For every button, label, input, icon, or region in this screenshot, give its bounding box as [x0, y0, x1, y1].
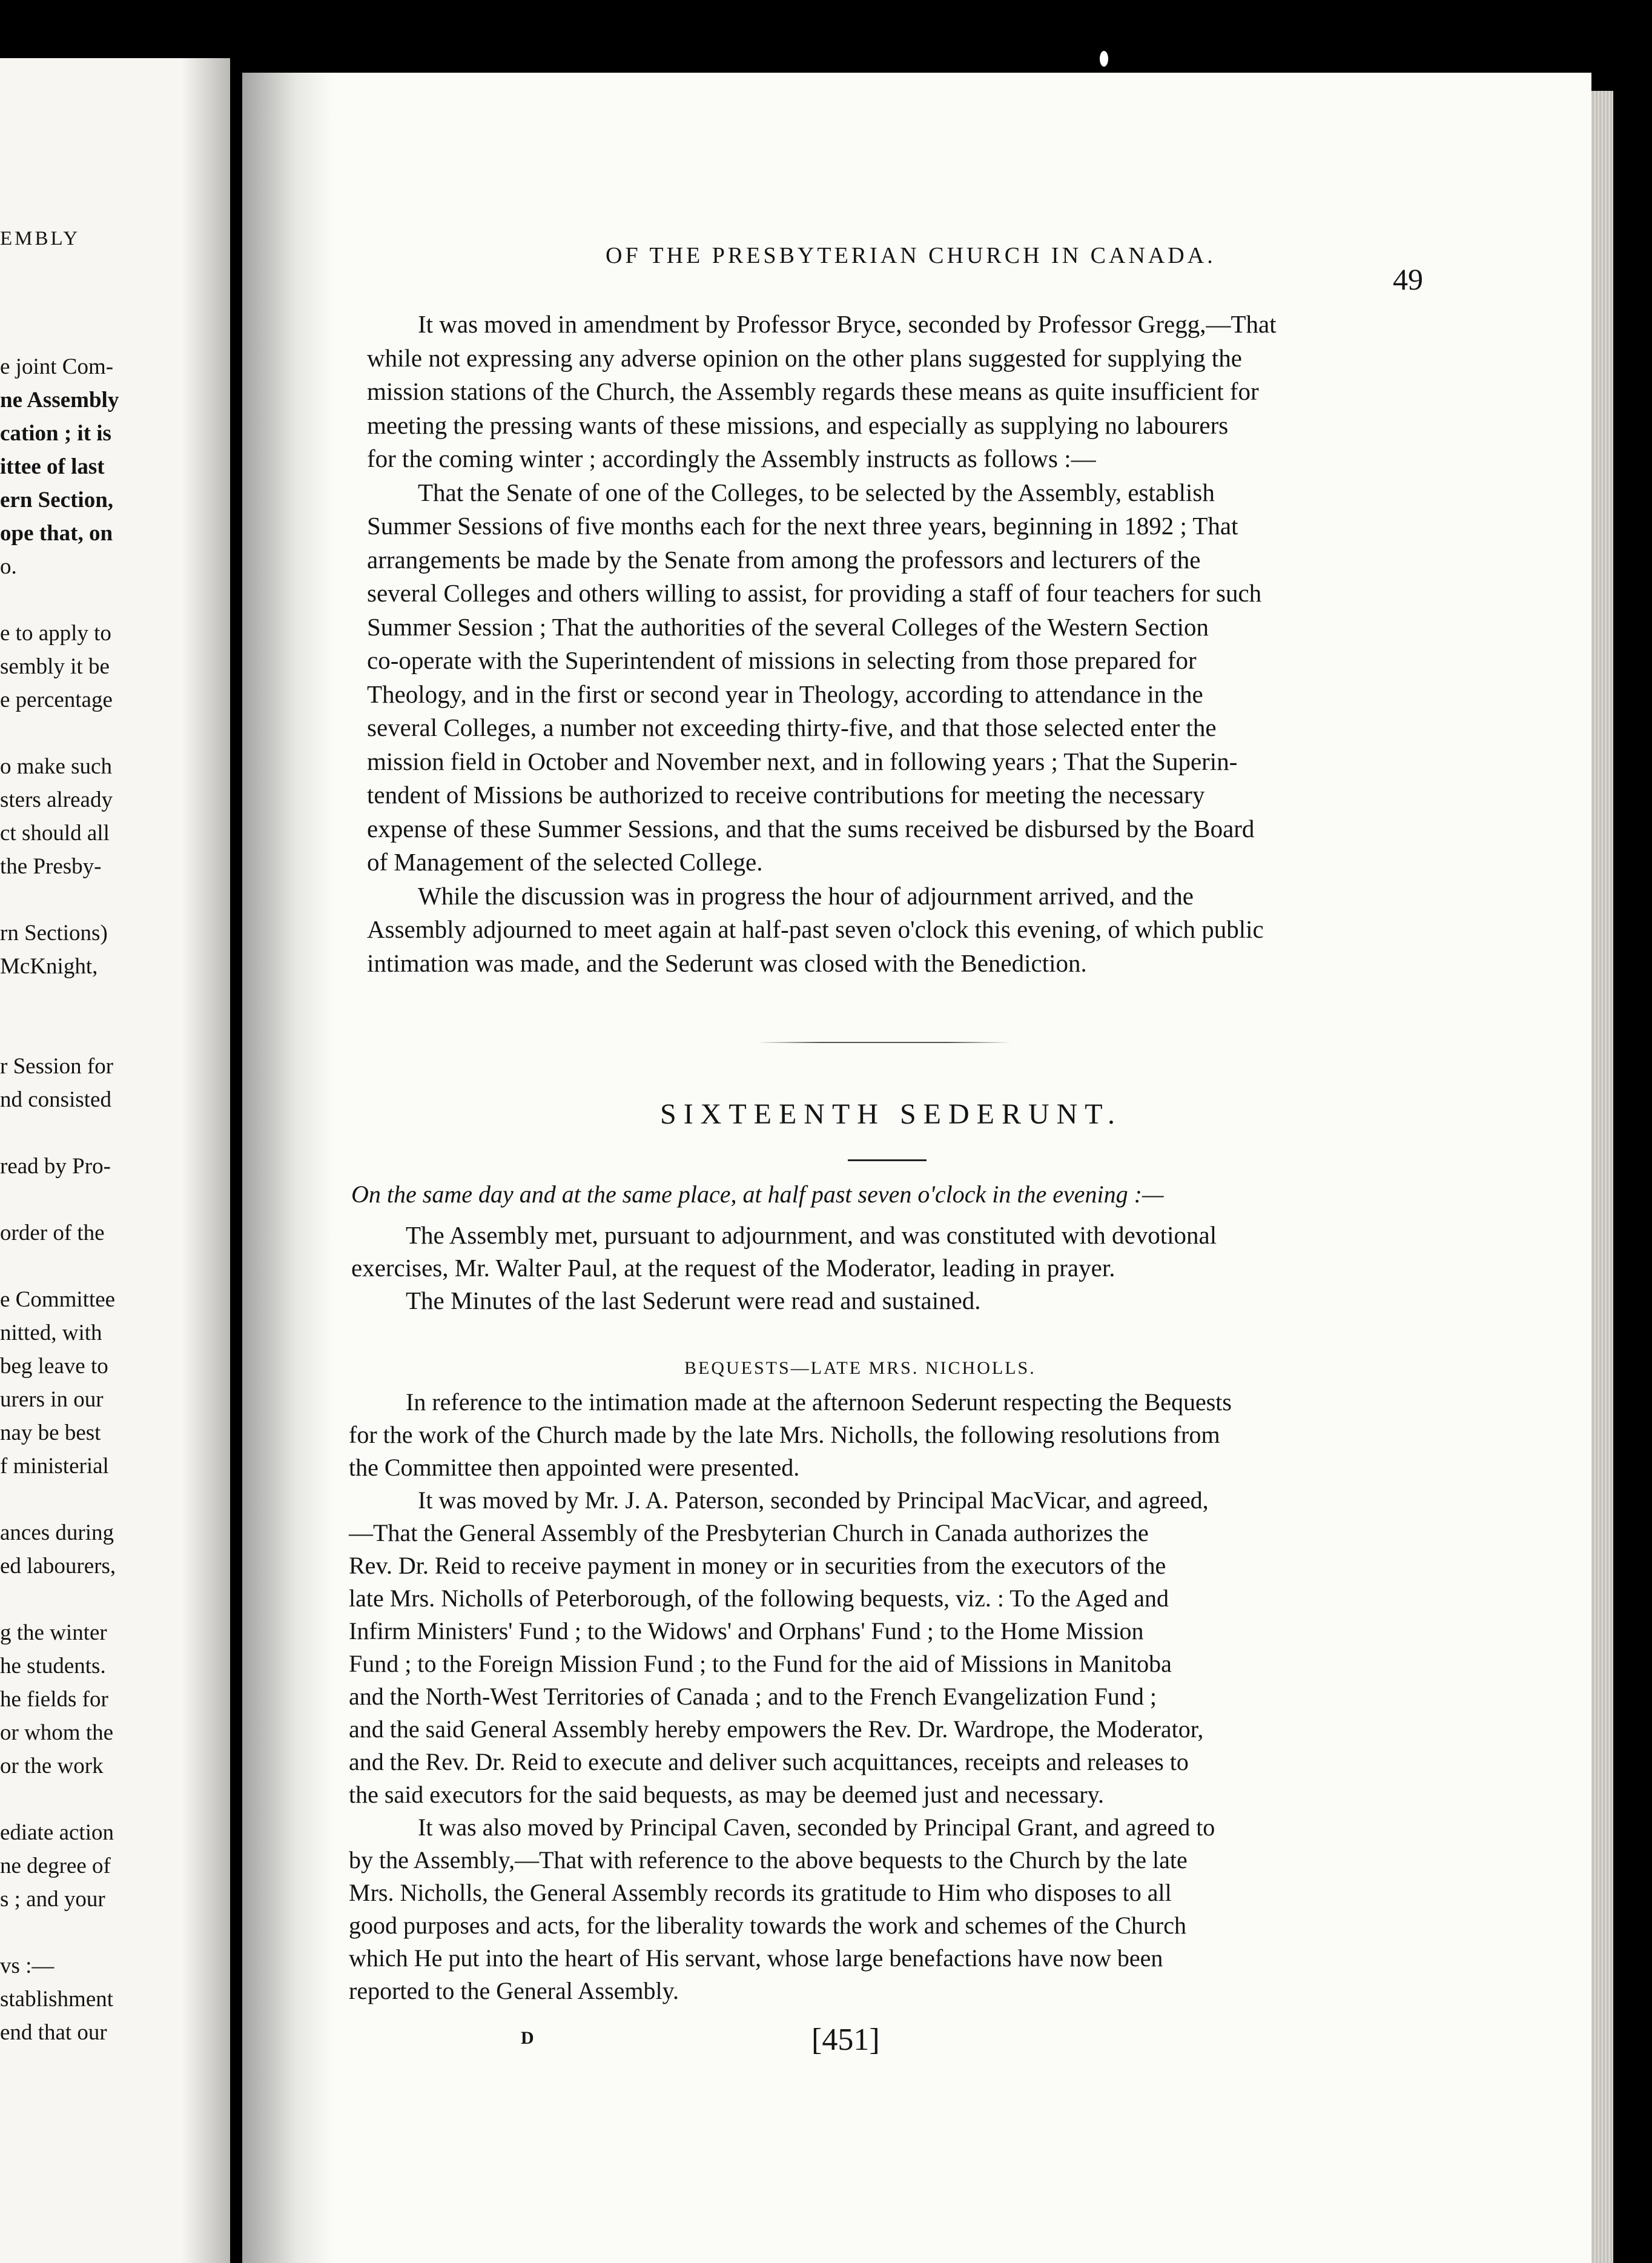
left-page-line: vs :—: [0, 1953, 55, 1978]
text-line: the said executors for the said bequests, as may be deemed just and necessary.: [349, 1781, 1104, 1808]
left-page-line: beg leave to: [0, 1354, 108, 1379]
gutter-shadow: [242, 73, 333, 2263]
text-line: while not expressing any adverse opinion on the other plans suggested for supplying the: [367, 343, 1242, 372]
text-line: While the discussion was in progress the hour of adjournment arrived, and the: [418, 881, 1194, 910]
text-line: Rev. Dr. Reid to receive payment in money or in securities from the executors of the: [349, 1552, 1166, 1579]
text-line: intimation was made, and the Sederunt was closed with the Benediction.: [367, 949, 1087, 977]
left-page-line: stablishment: [0, 1987, 114, 2012]
left-page-line: he fields for: [0, 1687, 108, 1712]
left-page-line: urers in our: [0, 1387, 104, 1412]
text-line: several Colleges and others willing to assist, for providing a staff of four teachers for such: [367, 579, 1262, 607]
text-line: In reference to the intimation made at the afternoon Sederunt respecting the Bequests: [406, 1388, 1232, 1416]
text-line: late Mrs. Nicholls of Peterborough, of the following bequests, viz. : To the Aged and: [349, 1585, 1169, 1612]
text-line: exercises, Mr. Walter Paul, at the request of the Moderator, leading in prayer.: [351, 1254, 1115, 1282]
left-page-line: e percentage: [0, 688, 113, 712]
text-line: Infirm Ministers' Fund ; to the Widows' and Orphans' Fund ; to the Home Mission: [349, 1617, 1144, 1645]
left-page-line: rn Sections): [0, 921, 108, 946]
left-page-line: McKnight,: [0, 954, 98, 979]
left-page-line: ittee of last: [0, 454, 105, 479]
left-page-line: sembly it be: [0, 654, 110, 679]
scan-speck: [1100, 51, 1108, 67]
left-page-line: s ; and your: [0, 1887, 105, 1912]
left-page-line: ed labourers,: [0, 1554, 116, 1579]
left-page-line: nd consisted: [0, 1087, 111, 1112]
text-line: and the said General Assembly hereby empowers the Rev. Dr. Wardrope, the Moderator,: [349, 1715, 1204, 1743]
left-page-running-head: EMBLY: [0, 228, 81, 250]
heading-underline: [848, 1159, 927, 1161]
text-line: good purposes and acts, for the liberality towards the work and schemes of the Church: [349, 1912, 1186, 1939]
text-line: It was moved by Mr. J. A. Paterson, seconded by Principal MacVicar, and agreed,: [418, 1486, 1209, 1514]
sederunt-heading: SIXTEENTH SEDERUNT.: [660, 1098, 1123, 1130]
text-line: The Minutes of the last Sederunt were read and sustained.: [406, 1287, 981, 1314]
text-line: Assembly adjourned to meet again at half-past seven o'clock this evening, of which public: [367, 915, 1264, 943]
text-line: Summer Session ; That the authorities of the several Colleges of the Western Section: [367, 612, 1209, 641]
text-line: arrangements be made by the Senate from among the professors and lecturers of the: [367, 545, 1201, 574]
left-page-line: e joint Com-: [0, 354, 114, 379]
text-line: for the coming winter ; accordingly the Assembly instructs as follows :—: [367, 445, 1096, 472]
left-page-line: sters already: [0, 787, 113, 812]
left-page-line: order of the: [0, 1221, 105, 1245]
left-page-line: e Committee: [0, 1287, 116, 1312]
text-line: expense of these Summer Sessions, and that the sums received be disbursed by the Board: [367, 814, 1255, 843]
left-page-line: ances during: [0, 1520, 114, 1545]
text-line: Theology, and in the first or second year in Theology, according to attendance in the: [367, 680, 1203, 708]
folio-number: [451]: [811, 2023, 880, 2057]
text-line: co-operate with the Superintendent of missions in selecting from those prepared for: [367, 646, 1197, 674]
running-head: OF THE PRESBYTERIAN CHURCH IN CANADA.: [606, 243, 1216, 268]
left-page-line: or the work: [0, 1754, 104, 1778]
text-line: several Colleges, a number not exceeding thirty-five, and that those selected enter the: [367, 714, 1217, 741]
text-line: That the Senate of one of the Colleges, to be selected by the Assembly, establish: [418, 478, 1215, 506]
left-page-line: he students.: [0, 1654, 106, 1678]
text-line: Fund ; to the Foreign Mission Fund ; to the Fund for the aid of Missions in Manitoba: [349, 1650, 1172, 1677]
text-line: meeting the pressing wants of these missions, and especially as supplying no labourers: [367, 411, 1229, 439]
page-number: 49: [1393, 262, 1423, 296]
text-line: reported to the General Assembly.: [349, 1977, 679, 2004]
text-line: The Assembly met, pursuant to adjournment, and was constituted with devotional: [406, 1221, 1217, 1249]
text-line: for the work of the Church made by the late Mrs. Nicholls, the following resolutions from: [349, 1421, 1220, 1448]
left-page-line: ern Section,: [0, 488, 114, 512]
text-line: —That the General Assembly of the Presbyterian Church in Canada authorizes the: [349, 1519, 1149, 1546]
left-page-line: ediate action: [0, 1820, 114, 1845]
text-line: mission field in October and November next, and in following years ; That the Superin-: [367, 747, 1238, 775]
left-page-line: or whom the: [0, 1720, 114, 1745]
left-page-line: cation ; it is: [0, 421, 111, 446]
text-line: and the Rev. Dr. Reid to execute and deliver such acquittances, receipts and releases to: [349, 1748, 1189, 1775]
left-page-line: g the winter: [0, 1620, 107, 1645]
section-divider: [757, 1042, 1011, 1043]
text-line: by the Assembly,—That with reference to the above bequests to the Church by the late: [349, 1846, 1188, 1874]
text-line: and the North-West Territories of Canada ; and to the French Evangelization Fund ;: [349, 1683, 1157, 1710]
text-line: It was moved in amendment by Professor Bryce, seconded by Professor Gregg,—That: [418, 310, 1277, 338]
signature-mark: D: [521, 2028, 534, 2048]
left-page-line: ne degree of: [0, 1854, 111, 1878]
date-line: On the same day and at the same place, at half past seven o'clock in the evening :—: [351, 1181, 1164, 1208]
text-line: Summer Sessions of five months each for the next three years, beginning in 1892 ; That: [367, 512, 1238, 540]
left-page-line: nay be best: [0, 1420, 101, 1445]
page-edges: [1591, 91, 1613, 2263]
text-line: mission stations of the Church, the Assembly regards these means as quite insufficient for: [367, 377, 1259, 405]
text-line: the Committee then appointed were presented.: [349, 1454, 800, 1481]
left-page-line: end that our: [0, 2020, 107, 2045]
bequests-subheading: BEQUESTS—LATE MRS. NICHOLLS.: [684, 1358, 1036, 1378]
left-page-line: o.: [0, 554, 17, 579]
left-page-line: e to apply to: [0, 621, 111, 646]
left-page-line: nitted, with: [0, 1320, 102, 1345]
text-line: It was also moved by Principal Caven, seconded by Principal Grant, and agreed to: [418, 1814, 1215, 1841]
left-page-line: o make such: [0, 754, 112, 779]
left-page-line: the Presby-: [0, 854, 102, 879]
left-page-line: f ministerial: [0, 1454, 109, 1479]
text-line: of Management of the selected College.: [367, 848, 763, 876]
left-page-line: ct should all: [0, 821, 110, 846]
text-line: which He put into the heart of His servant, whose large benefactions have now been: [349, 1944, 1163, 1972]
text-line: tendent of Missions be authorized to receive contributions for meeting the necessary: [367, 781, 1205, 809]
left-page-line: ne Assembly: [0, 388, 119, 413]
left-page-line: read by Pro-: [0, 1154, 111, 1179]
left-page-line: ope that, on: [0, 521, 113, 546]
left-page-line: r Session for: [0, 1054, 114, 1079]
text-line: Mrs. Nicholls, the General Assembly records its gratitude to Him who disposes to all: [349, 1879, 1172, 1906]
